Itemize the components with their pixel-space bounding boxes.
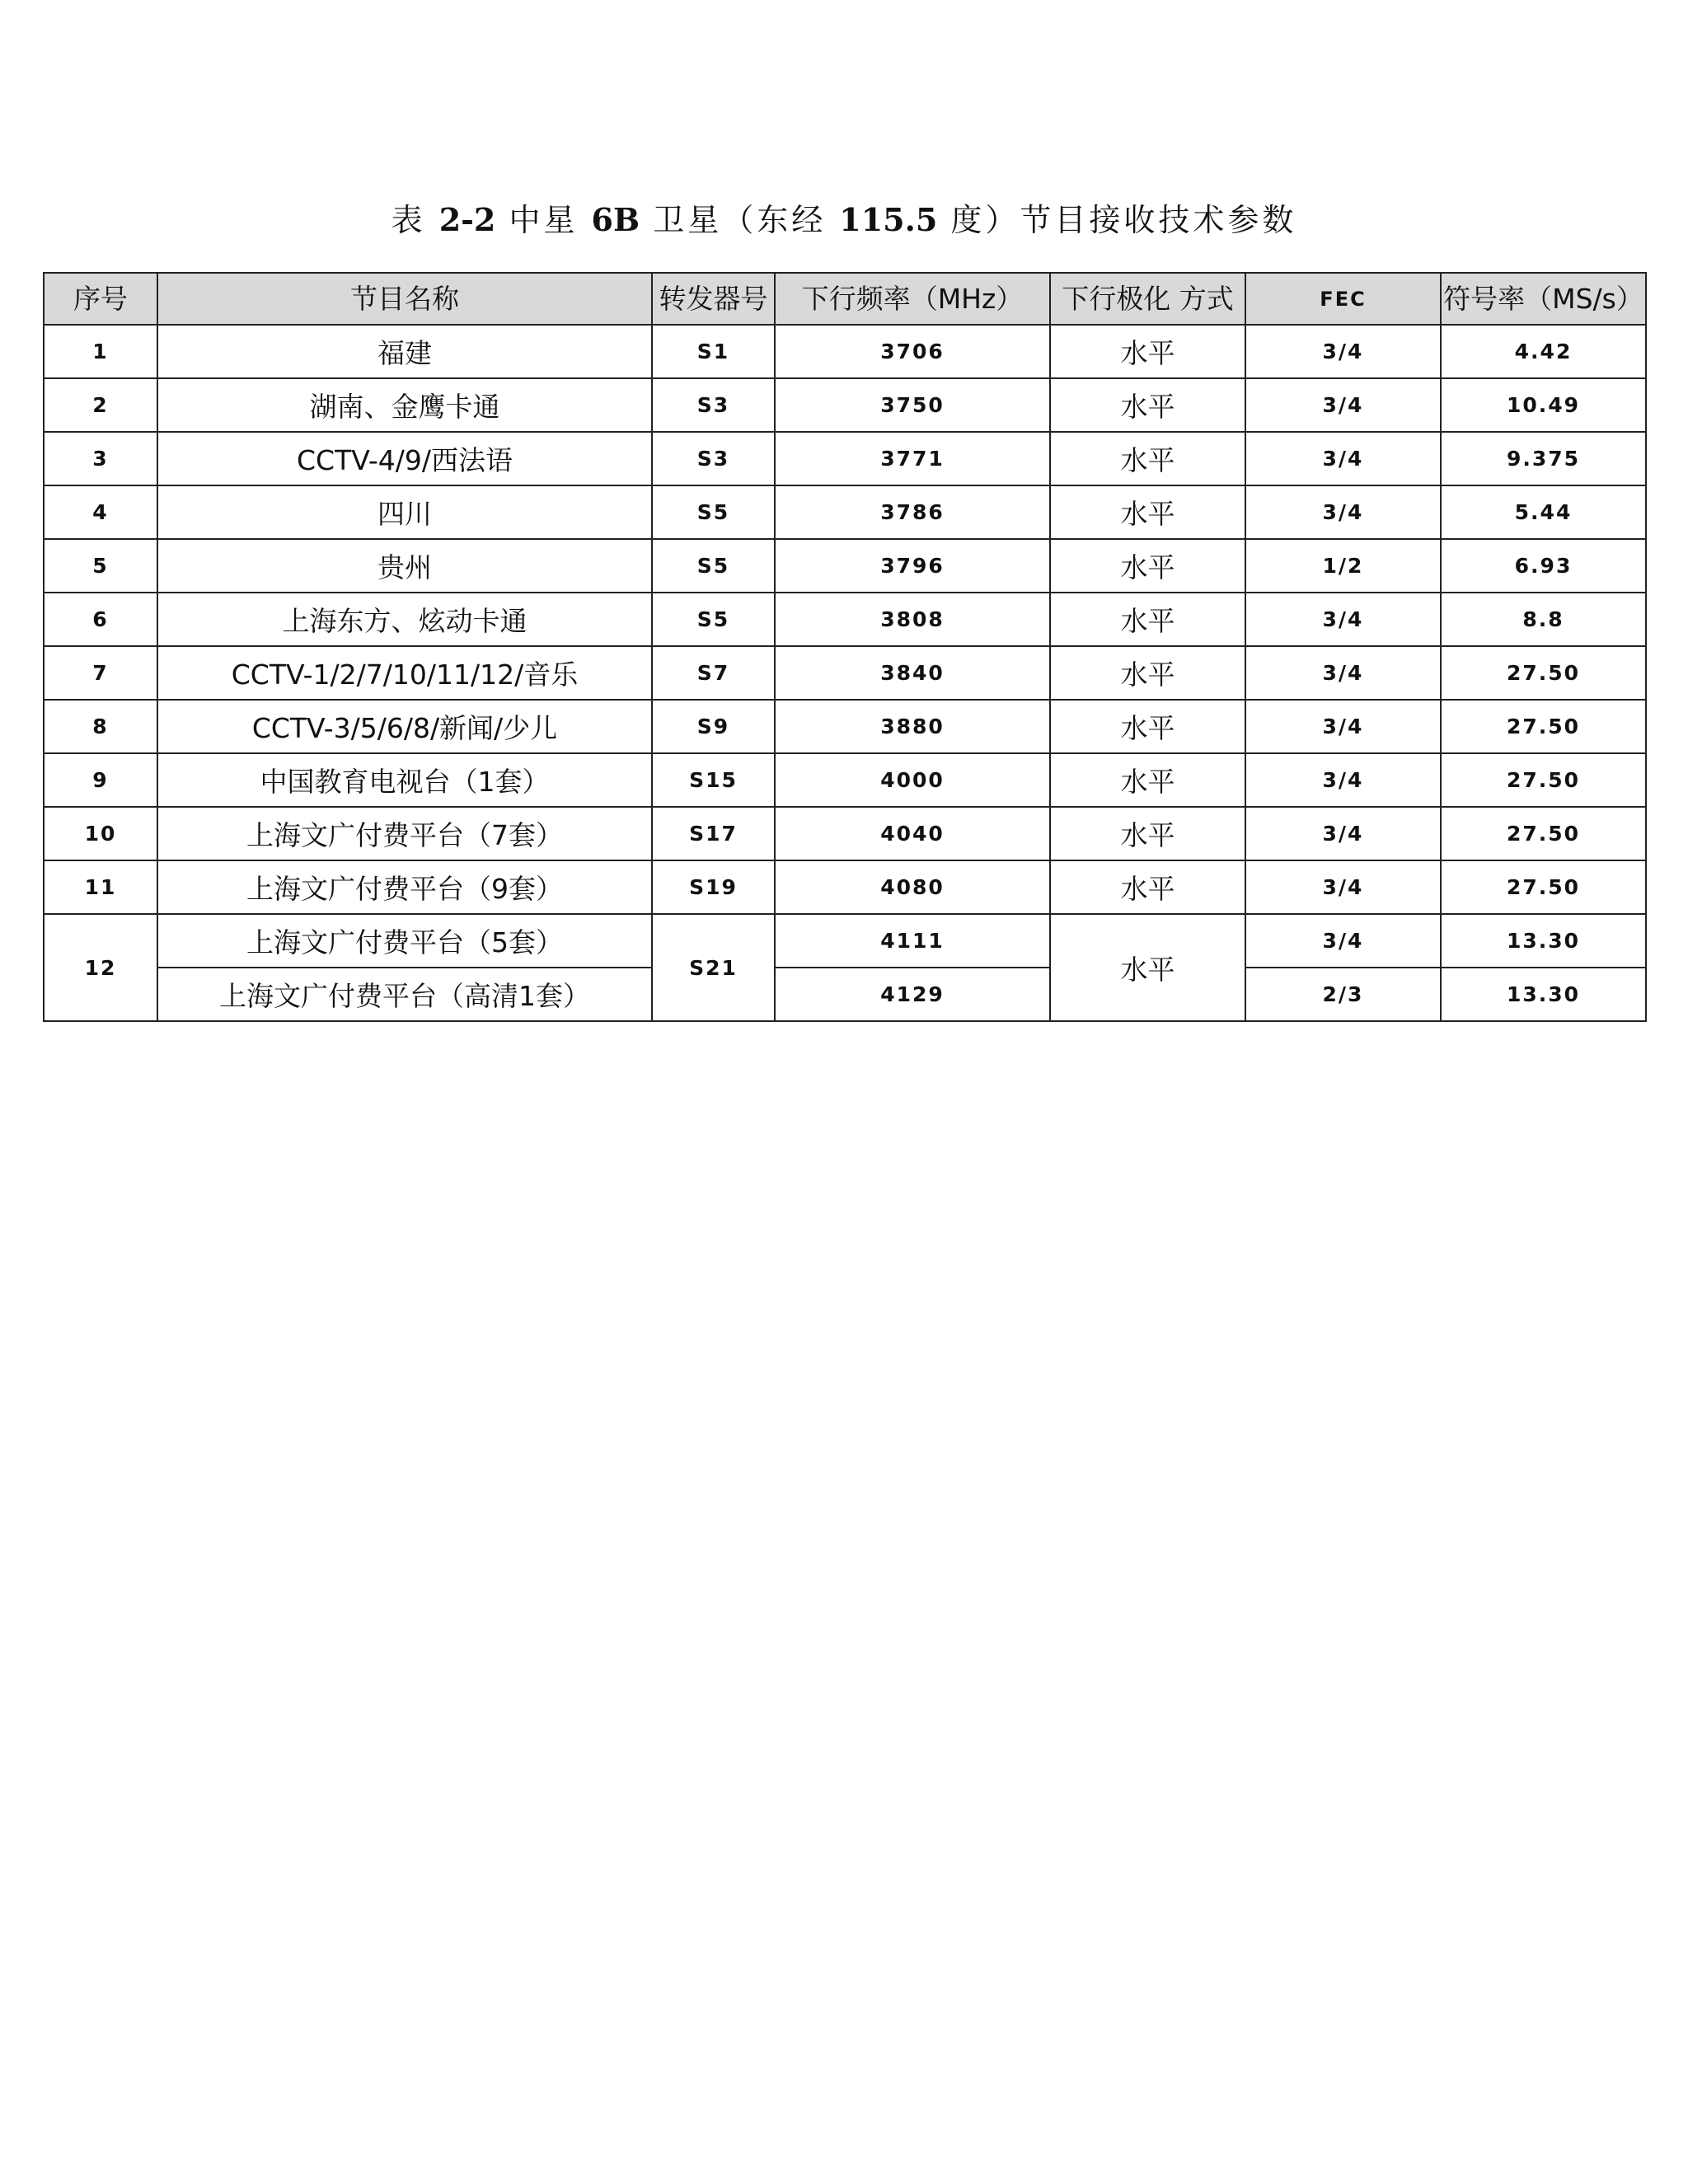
cell-seq: 11	[44, 860, 157, 914]
cell-symbol-rate: 8.8	[1441, 593, 1646, 646]
cell-fec: 3/4	[1245, 860, 1441, 914]
cell-fec: 3/4	[1245, 700, 1441, 753]
cell-frequency: 4129	[775, 968, 1050, 1021]
cell-fec: 3/4	[1245, 378, 1441, 432]
cell-seq: 1	[44, 325, 157, 378]
cell-program-name: 中国教育电视台（1套）	[157, 753, 652, 807]
cell-frequency: 3750	[775, 378, 1050, 432]
cell-fec: 3/4	[1245, 914, 1441, 968]
cell-fec: 3/4	[1245, 807, 1441, 860]
title-satellite-model: 6B	[591, 201, 640, 238]
cell-seq: 8	[44, 700, 157, 753]
cell-transponder: S5	[652, 593, 775, 646]
cell-symbol-rate: 27.50	[1441, 807, 1646, 860]
cell-program-name: CCTV-4/9/西法语	[157, 432, 652, 485]
cell-seq: 6	[44, 593, 157, 646]
cell-transponder: S7	[652, 646, 775, 700]
cell-fec: 3/4	[1245, 432, 1441, 485]
cell-transponder: S1	[652, 325, 775, 378]
title-prefix: 表	[391, 202, 439, 238]
cell-frequency: 4080	[775, 860, 1050, 914]
table-row	[44, 753, 1646, 807]
cell-program-name: 四川	[157, 485, 652, 539]
cell-frequency: 3840	[775, 646, 1050, 700]
cell-transponder: S3	[652, 432, 775, 485]
cell-seq: 2	[44, 378, 157, 432]
cell-seq: 9	[44, 753, 157, 807]
cell-transponder: S5	[652, 485, 775, 539]
cell-seq: 4	[44, 485, 157, 539]
cell-polarization: 水平	[1050, 539, 1245, 593]
cell-seq: 10	[44, 807, 157, 860]
cell-symbol-rate: 9.375	[1441, 432, 1646, 485]
title-longitude: 115.5	[839, 201, 938, 238]
cell-symbol-rate: 13.30	[1441, 914, 1646, 968]
title-table-number: 2-2	[438, 201, 496, 238]
cell-fec: 3/4	[1245, 485, 1441, 539]
cell-transponder: S3	[652, 378, 775, 432]
table-row-merged	[44, 914, 1646, 968]
cell-seq: 5	[44, 539, 157, 593]
cell-frequency: 3706	[775, 325, 1050, 378]
cell-transponder: S5	[652, 539, 775, 593]
title-part: 中星	[495, 202, 592, 238]
cell-fec: 3/4	[1245, 593, 1441, 646]
cell-polarization: 水平	[1050, 485, 1245, 539]
table-row	[44, 432, 1646, 485]
cell-polarization: 水平	[1050, 860, 1245, 914]
header-program-name: 节目名称	[157, 273, 652, 325]
cell-transponder: S9	[652, 700, 775, 753]
cell-symbol-rate: 13.30	[1441, 968, 1646, 1021]
cell-polarization: 水平	[1050, 646, 1245, 700]
cell-program-name: 福建	[157, 325, 652, 378]
cell-transponder: S15	[652, 753, 775, 807]
cell-transponder: S17	[652, 807, 775, 860]
table-row-merged	[44, 968, 1646, 1021]
cell-seq: 12	[44, 914, 157, 1021]
cell-frequency: 4000	[775, 753, 1050, 807]
cell-polarization: 水平	[1050, 700, 1245, 753]
cell-fec: 1/2	[1245, 539, 1441, 593]
table-row	[44, 807, 1646, 860]
header-fec: FEC	[1245, 273, 1441, 325]
table-row	[44, 485, 1646, 539]
table-title	[0, 194, 1688, 240]
header-seq: 序号	[44, 273, 157, 325]
cell-symbol-rate: 6.93	[1441, 539, 1646, 593]
cell-program-name: 上海文广付费平台（5套）	[157, 914, 652, 968]
cell-program-name: 上海东方、炫动卡通	[157, 593, 652, 646]
table-row	[44, 646, 1646, 700]
cell-frequency: 3808	[775, 593, 1050, 646]
cell-seq: 7	[44, 646, 157, 700]
table-body	[44, 325, 1646, 1021]
cell-transponder: S19	[652, 860, 775, 914]
cell-fec: 3/4	[1245, 325, 1441, 378]
cell-frequency: 3796	[775, 539, 1050, 593]
table-row	[44, 325, 1646, 378]
cell-program-name: 上海文广付费平台（高清1套）	[157, 968, 652, 1021]
cell-frequency: 4040	[775, 807, 1050, 860]
cell-symbol-rate: 27.50	[1441, 860, 1646, 914]
cell-polarization: 水平	[1050, 378, 1245, 432]
cell-frequency: 3771	[775, 432, 1050, 485]
cell-symbol-rate: 27.50	[1441, 700, 1646, 753]
cell-symbol-rate: 5.44	[1441, 485, 1646, 539]
cell-frequency: 3880	[775, 700, 1050, 753]
cell-polarization: 水平	[1050, 432, 1245, 485]
cell-symbol-rate: 10.49	[1441, 378, 1646, 432]
cell-polarization: 水平	[1050, 325, 1245, 378]
cell-polarization: 水平	[1050, 807, 1245, 860]
table-row	[44, 378, 1646, 432]
cell-program-name: CCTV-1/2/7/10/11/12/音乐	[157, 646, 652, 700]
cell-symbol-rate: 4.42	[1441, 325, 1646, 378]
cell-seq: 3	[44, 432, 157, 485]
cell-polarization: 水平	[1050, 914, 1245, 1021]
table-row	[44, 700, 1646, 753]
cell-program-name: 上海文广付费平台（7套）	[157, 807, 652, 860]
cell-fec: 2/3	[1245, 968, 1441, 1021]
title-part: 卫星（东经	[640, 202, 840, 238]
cell-program-name: 湖南、金鹰卡通	[157, 378, 652, 432]
header-polarization: 下行极化 方式	[1050, 273, 1245, 325]
cell-program-name: 贵州	[157, 539, 652, 593]
cell-program-name: 上海文广付费平台（9套）	[157, 860, 652, 914]
cell-frequency: 3786	[775, 485, 1050, 539]
program-parameters-table	[43, 272, 1647, 1022]
table-row	[44, 860, 1646, 914]
cell-symbol-rate: 27.50	[1441, 646, 1646, 700]
cell-fec: 3/4	[1245, 753, 1441, 807]
cell-frequency: 4111	[775, 914, 1050, 968]
cell-transponder: S21	[652, 914, 775, 1021]
header-symbol-rate: 符号率（MS/s）	[1441, 273, 1646, 325]
table-row	[44, 539, 1646, 593]
cell-polarization: 水平	[1050, 593, 1245, 646]
cell-program-name: CCTV-3/5/6/8/新闻/少儿	[157, 700, 652, 753]
cell-polarization: 水平	[1050, 753, 1245, 807]
cell-fec: 3/4	[1245, 646, 1441, 700]
header-downlink-frequency: 下行频率（MHz）	[775, 273, 1050, 325]
header-transponder: 转发器号	[652, 273, 775, 325]
table-row	[44, 593, 1646, 646]
cell-symbol-rate: 27.50	[1441, 753, 1646, 807]
title-suffix: 度）节目接收技术参数	[937, 202, 1297, 238]
header-row	[44, 273, 1646, 325]
